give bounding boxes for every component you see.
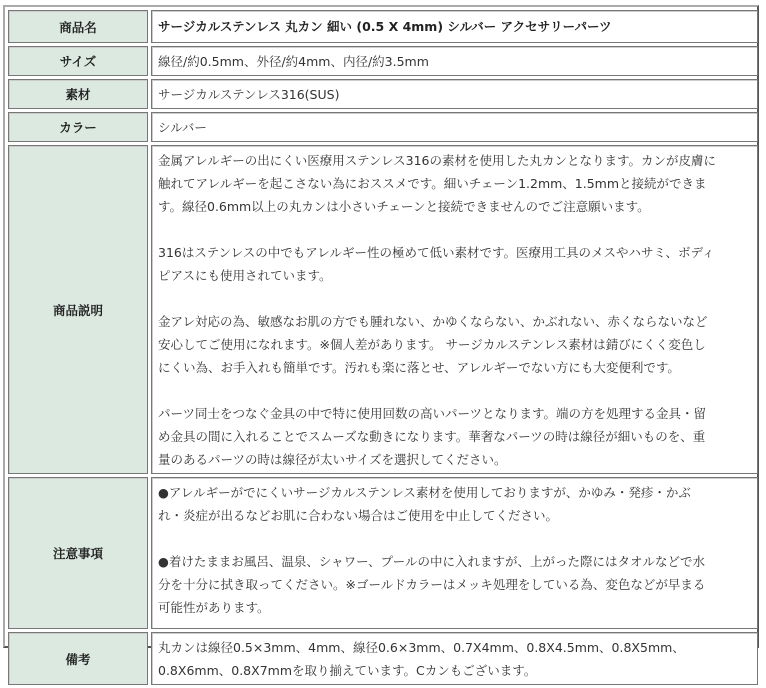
paragraph bbox=[158, 550, 751, 619]
row-caution bbox=[8, 477, 758, 629]
row-size bbox=[8, 46, 758, 76]
paragraph bbox=[158, 310, 751, 379]
product-spec-table bbox=[5, 7, 761, 688]
value-product-name: サージカルステンレス 丸カン 細い (0.5 X 4mm) シルバー アクセサリーパーツ bbox=[151, 10, 758, 43]
text-line: ●着けたままお風呂、温泉、シャワー、プールの中に入れますが、上がった際にはタオルなどで水 bbox=[158, 554, 706, 569]
value-notes bbox=[151, 632, 758, 685]
paragraph bbox=[158, 481, 751, 527]
paragraph bbox=[158, 636, 751, 682]
text-line: 触れてアレルギーを起こさない為におススメです。細いチェーン1.2mm、1.5mmと接続ができま bbox=[158, 176, 707, 191]
label-caution: 注意事項 bbox=[8, 477, 148, 629]
value-description bbox=[151, 145, 758, 474]
text-line: ●アレルギーがでにくいサージカルステンレス素材を使用しておりますが、かゆみ・発疹・かぶ bbox=[158, 485, 691, 500]
label-description: 商品説明 bbox=[8, 145, 148, 474]
label-notes: 備考 bbox=[8, 632, 148, 685]
value-material: サージカルステンレス316(SUS) bbox=[151, 79, 758, 109]
label-product-name: 商品名 bbox=[8, 10, 148, 43]
text-line: れ・炎症が出るなどお肌に合わない場合はご使用を中止してください。 bbox=[158, 508, 559, 523]
paragraph bbox=[158, 241, 751, 287]
text-line: にくい為、お手入れも簡単です。汚れも楽に落とせ、アレルギーでない方にも大変便利です。 bbox=[158, 360, 680, 375]
row-color bbox=[8, 112, 758, 142]
value-caution bbox=[151, 477, 758, 629]
paragraph bbox=[158, 149, 751, 218]
text-line: 316はステンレスの中でもアレルギー性の極めて低い素材です。医療用工具のメスやハサミ、ボディ bbox=[158, 245, 715, 260]
text-line: め金具の間に入れることでスムーズな動きになります。華奢なパーツの時は線径が細いものを、重 bbox=[158, 429, 706, 444]
value-size: 線径/約0.5mm、外径/約4mm、内径/約3.5mm bbox=[151, 46, 758, 76]
text-line: 0.8X6mm、0.8X7mmを取り揃えています。Cカンもございます。 bbox=[158, 662, 537, 678]
text-line: 安心してご使用になれます。※個人差があります。 サージカルステンレス素材は錆びにくく変色し bbox=[158, 337, 706, 352]
row-description bbox=[8, 145, 758, 474]
text-line: 金アレ対応の為、敏感なお肌の方でも腫れない、かゆくならない、かぶれない、赤くならないなど bbox=[158, 314, 708, 329]
text-line: パーツ同士をつなぐ金具の中で特に使用回数の高いパーツとなります。端の方を処理する金具・留 bbox=[158, 406, 707, 421]
text-line: 丸カンは線径0.5×3mm、4mm、線径0.6×3mm、0.7X4mm、0.8X4.5mm、0.8X5mm、 bbox=[158, 639, 685, 655]
text-line: 量のあるパーツの時は線径が太いサイズを選択してください。 bbox=[158, 452, 507, 467]
label-material: 素材 bbox=[8, 79, 148, 109]
value-color: シルバー bbox=[151, 112, 758, 142]
row-product-name bbox=[8, 10, 758, 43]
text-line: 金属アレルギーの出にくい医療用ステンレス316の素材を使用した丸カンとなります。カンが皮膚に bbox=[158, 153, 716, 168]
label-color: カラー bbox=[8, 112, 148, 142]
row-notes bbox=[8, 632, 758, 685]
text-line: 分を十分に拭き取ってください。※ゴールドカラーはメッキ処理をしている為、変色などが早まる bbox=[158, 577, 706, 592]
text-line: ピアスにも使用されています。 bbox=[158, 268, 332, 283]
paragraph bbox=[158, 402, 751, 471]
row-material bbox=[8, 79, 758, 109]
text-line: す。線径0.6mm以上の丸カンは小さいチェーンと接続できませんのでご注意願います。 bbox=[158, 199, 650, 214]
label-size: サイズ bbox=[8, 46, 148, 76]
text-line: 可能性があります。 bbox=[158, 600, 270, 615]
